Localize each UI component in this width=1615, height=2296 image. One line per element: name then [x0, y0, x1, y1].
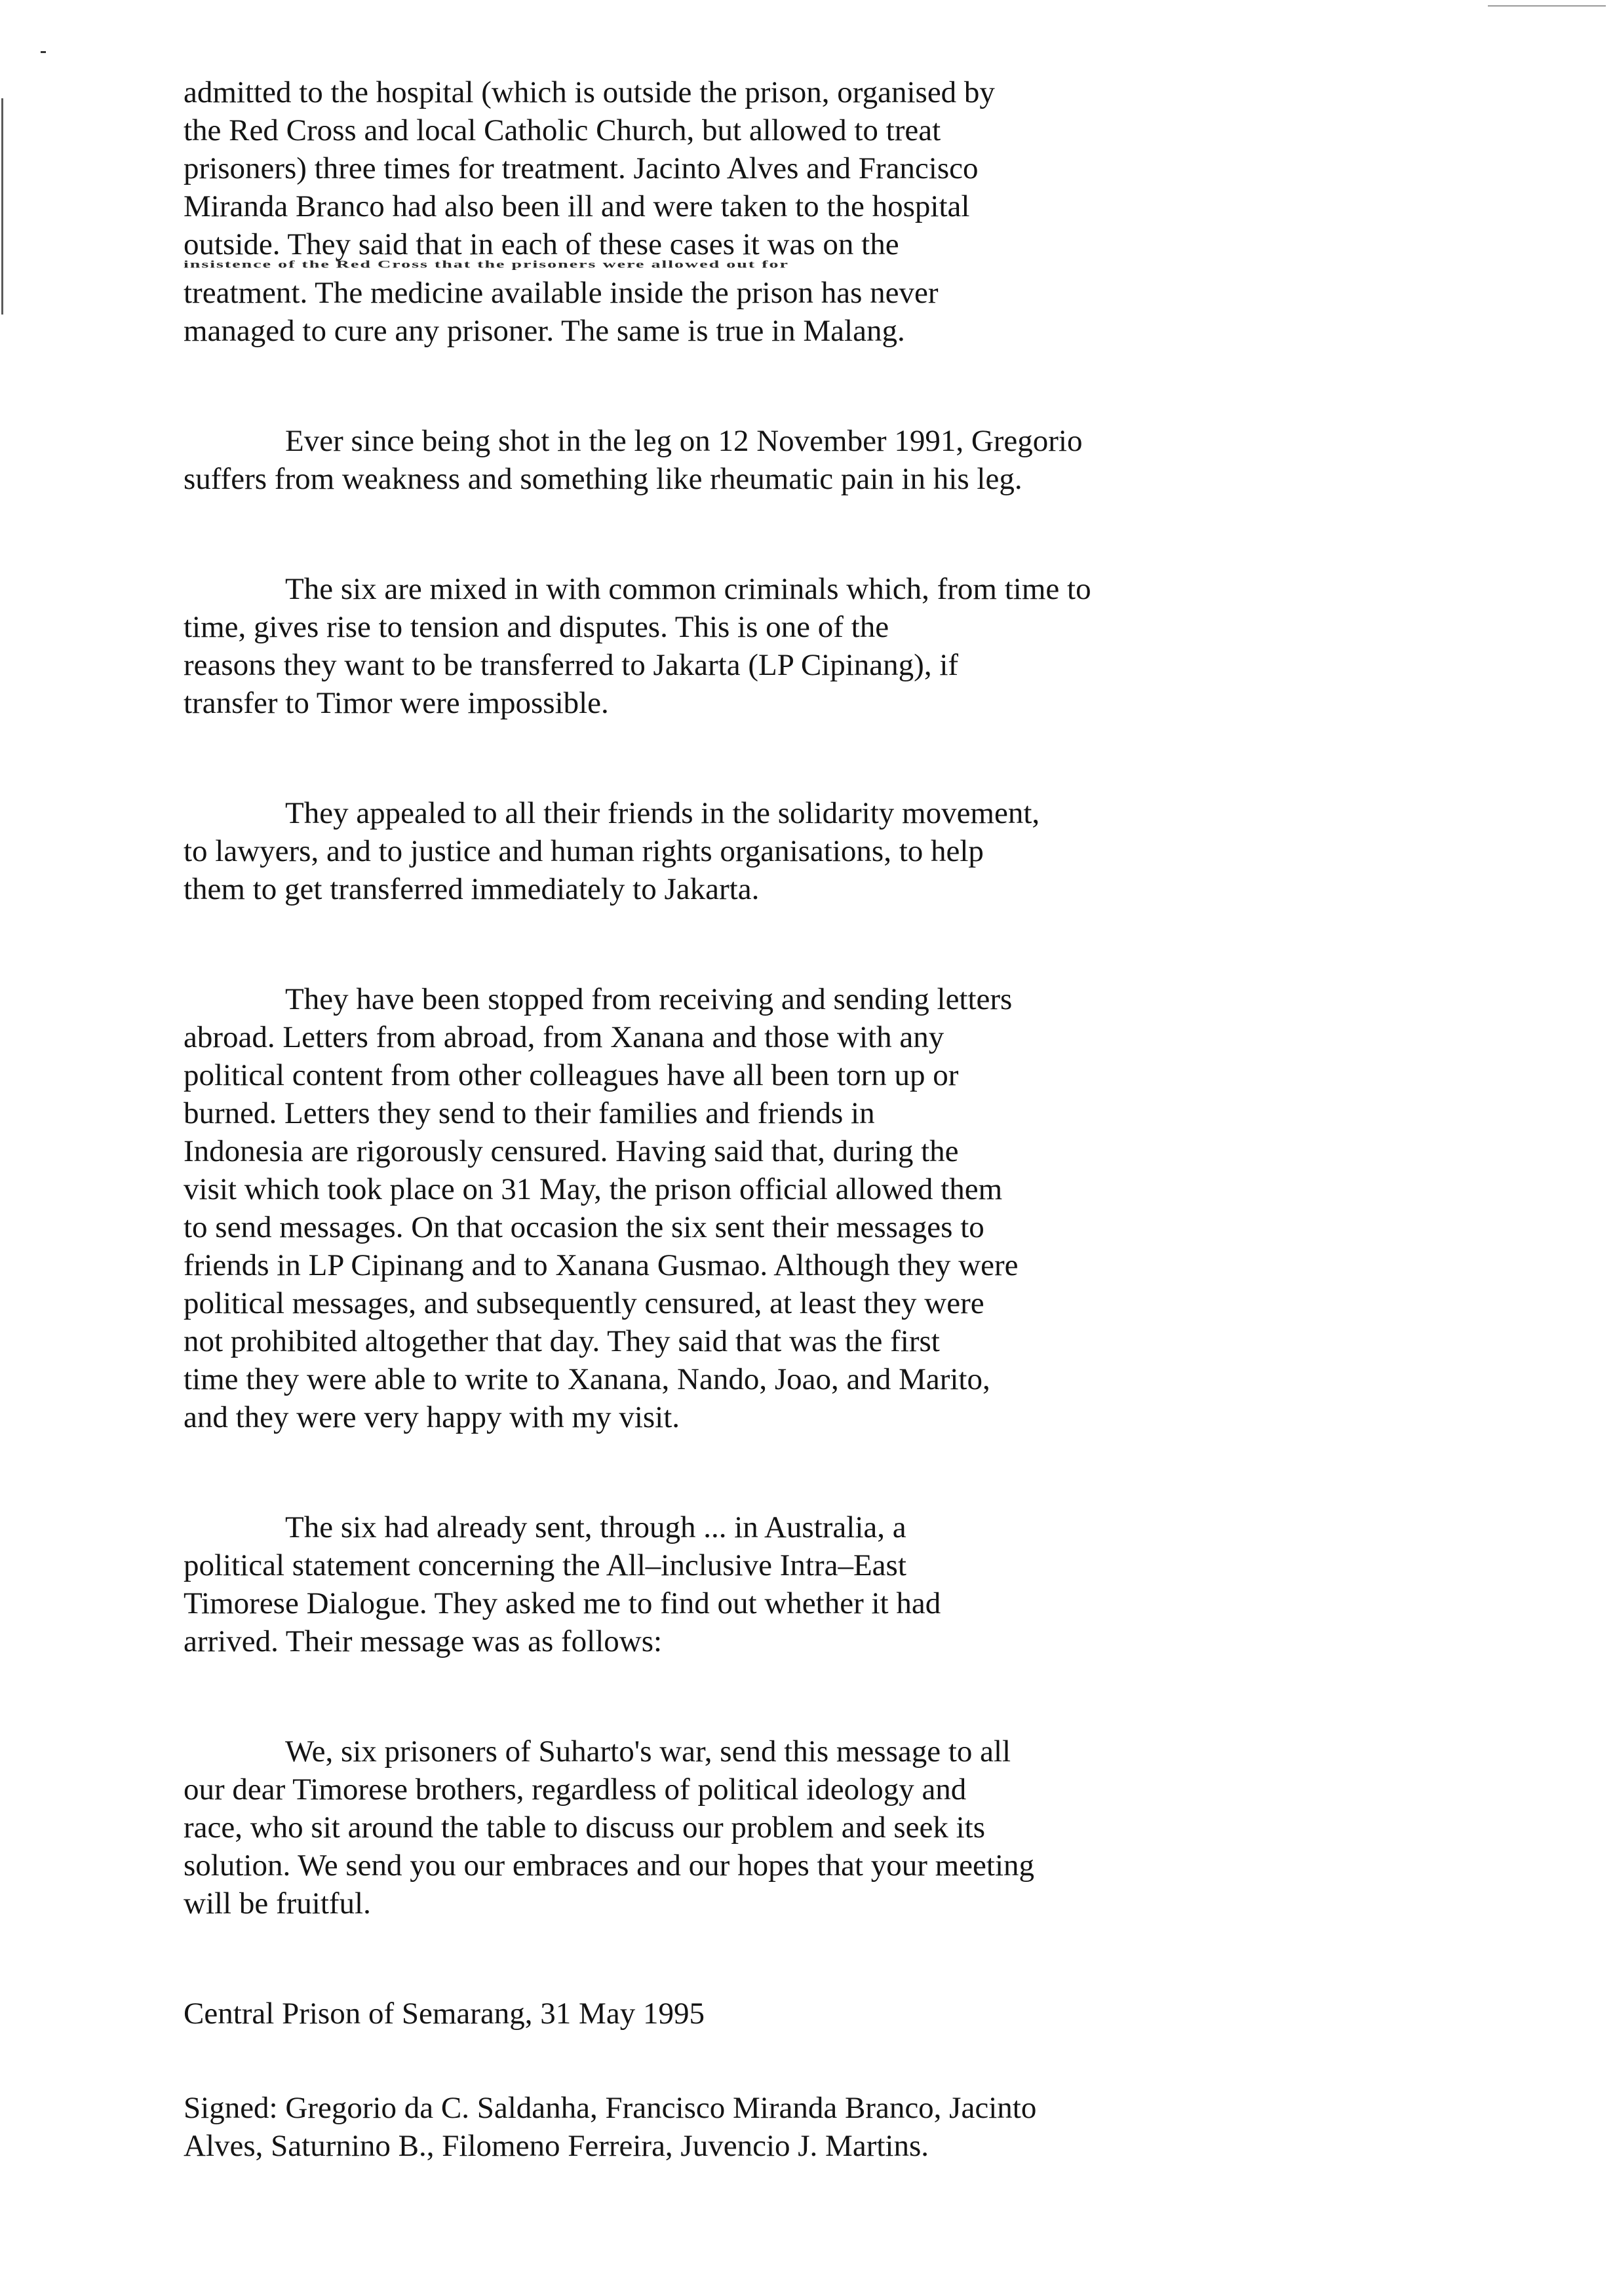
text-line: Timorese Dialogue. They asked me to find out whether it had [184, 1586, 941, 1620]
text-line: political statement concerning the All–inclusive Intra–East [184, 1548, 906, 1582]
text-line: not prohibited altogether that day. They said that was the first [184, 1324, 940, 1358]
text-line: Central Prison of Semarang, 31 May 1995 [184, 1997, 705, 2031]
text-line: Miranda Branco had also been ill and were taken to the hospital [184, 189, 970, 223]
text-line: abroad. Letters from abroad, from Xanana and those with any [184, 1020, 944, 1054]
paragraph-gap [184, 350, 1219, 422]
paragraph-gregorio [184, 422, 1219, 498]
paragraph-hospital [184, 73, 1219, 350]
text-line: The six are mixed in with common criminals which, from time to [285, 572, 1091, 606]
text-line: treatment. The medicine available inside the prison has never [184, 276, 939, 310]
text-line: solution. We send you our embraces and our hopes that your meeting [184, 1848, 1035, 1883]
text-line: political content from other colleagues have all been torn up or [184, 1058, 959, 1092]
text-line: our dear Timorese brothers, regardless of political ideology and [184, 1772, 967, 1807]
text-line: prisoners) three times for treatment. Jacinto Alves and Francisco [184, 151, 979, 185]
text-line: and they were very happy with my visit. [184, 1400, 680, 1434]
paragraph-statement [184, 1508, 1219, 1660]
document-body [184, 73, 1219, 2165]
text-line: them to get transferred immediately to Jakarta. [184, 872, 760, 906]
text-line: time they were able to write to Xanana, Nando, Joao, and Marito, [184, 1362, 990, 1396]
text-line: to lawyers, and to justice and human rights organisations, to help [184, 834, 984, 868]
signatories [184, 2089, 1219, 2165]
text-line: Alves, Saturnino B., Filomeno Ferreira, Juvencio J. Martins. [184, 2129, 929, 2163]
text-line: They have been stopped from receiving and sending letters [285, 982, 1013, 1016]
scan-edge-mark [1, 98, 3, 315]
text-line: We, six prisoners of Suharto's war, send this message to all [285, 1734, 1011, 1769]
text-line: admitted to the hospital (which is outside the prison, organised by [184, 75, 995, 109]
text-line: Ever since being shot in the leg on 12 November 1991, Gregorio [285, 424, 1083, 458]
text-line: suffers from weakness and something like rheumatic pain in his leg. [184, 462, 1022, 496]
text-line: transfer to Timor were impossible. [184, 686, 609, 720]
paragraph-gap [184, 722, 1219, 794]
text-line-garbled: insistence of the Red Cross that the prisoners were allowed out for [184, 259, 789, 271]
scan-speck [41, 51, 46, 53]
text-line: The six had already sent, through ... in Australia, a [285, 1510, 906, 1544]
paragraph-gap [184, 908, 1219, 980]
paragraph-appeal [184, 794, 1219, 908]
text-line: visit which took place on 31 May, the prison official allowed them [184, 1172, 1003, 1206]
paragraph-letters [184, 980, 1219, 1436]
text-line: managed to cure any prisoner. The same is true in Malang. [184, 314, 905, 348]
paragraph-gap [184, 498, 1219, 570]
text-line: They appealed to all their friends in the solidarity movement, [285, 796, 1040, 830]
text-line: arrived. Their message was as follows: [184, 1624, 663, 1658]
text-line: the Red Cross and local Catholic Church, but allowed to treat [184, 113, 941, 147]
text-line: Indonesia are rigorously censured. Having said that, during the [184, 1134, 959, 1168]
text-line: burned. Letters they send to their families and friends in [184, 1096, 875, 1130]
text-line: race, who sit around the table to discuss our problem and seek its [184, 1810, 986, 1845]
place-date [184, 1995, 1219, 2033]
paragraph-gap [184, 2033, 1219, 2089]
paragraph-gap [184, 1660, 1219, 1732]
paragraph-gap [184, 1436, 1219, 1508]
paragraph-criminals [184, 570, 1219, 722]
text-line: Signed: Gregorio da C. Saldanha, Francisco Miranda Branco, Jacinto [184, 2091, 1037, 2125]
text-line: friends in LP Cipinang and to Xanana Gusmao. Although they were [184, 1248, 1019, 1282]
paragraph-gap [184, 1923, 1219, 1995]
text-line: reasons they want to be transferred to Jakarta (LP Cipinang), if [184, 648, 959, 682]
scan-edge-mark-top [1488, 5, 1606, 7]
text-line: time, gives rise to tension and disputes. This is one of the [184, 610, 889, 644]
text-line: outside. They said that in each of these cases it was on the [184, 227, 899, 261]
text-line: political messages, and subsequently censured, at least they were [184, 1286, 984, 1320]
paragraph-message [184, 1732, 1219, 1923]
text-line: will be fruitful. [184, 1886, 371, 1921]
text-line: to send messages. On that occasion the six sent their messages to [184, 1210, 984, 1244]
